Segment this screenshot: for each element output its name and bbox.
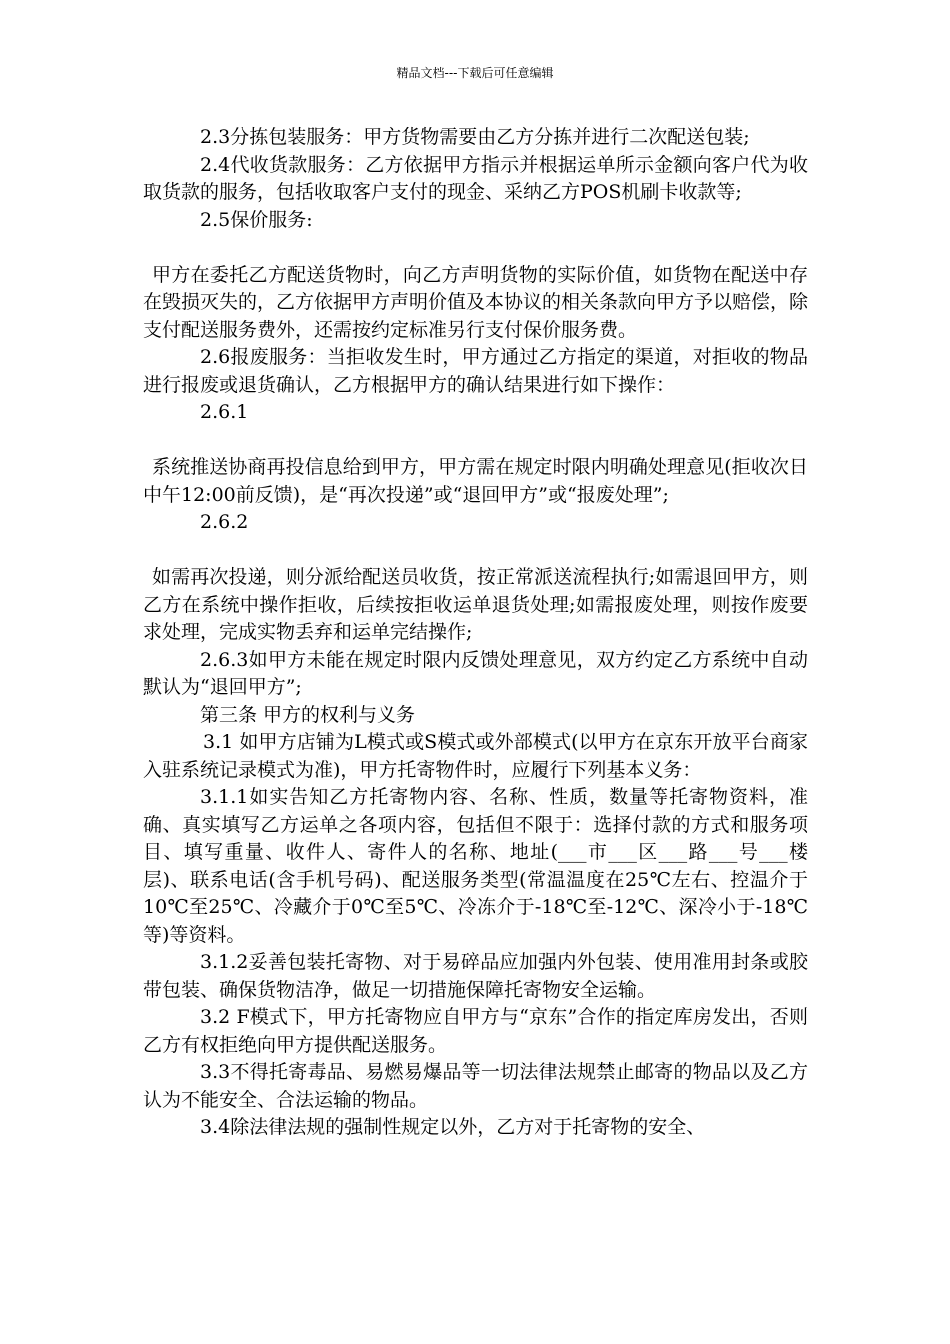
paragraph-2-6-1-body: 系统推送协商再投信息给到甲方，甲方需在规定时限内明确处理意见(拒收次日中午12:00前反馈)，是“再次投递”或“退回甲方”或“报废处理”; xyxy=(143,456,808,506)
paragraph-2-6-1-heading: 2.6.1 xyxy=(200,401,249,423)
paragraph-insured-value: 甲方在委托乙方配送货物时，向乙方声明货物的实际价值，如货物在配送中存在毁损灭失的，乙方依据甲方声明价值及本协议的相关条款向甲方予以赔偿，除支付配送服务费外，还需按约定标准另行支付保价服务费。 xyxy=(143,263,809,341)
page-header: 精品文档---下载后可任意编辑 xyxy=(396,66,554,80)
paragraph-2-6-2-body: 如需再次投递，则分派给配送员收货，按正常派送流程执行;如需退回甲方，则乙方在系统中操作拒收，后续按拒收运单退货处理;如需报废处理，则按作废要求处理，完成实物丢弃和运单完结操作; xyxy=(143,566,808,643)
document-body xyxy=(143,124,808,1142)
paragraph-2-5: 2.5保价服务: xyxy=(200,208,313,231)
paragraph-2-6: 2.6报废服务：当拒收发生时，甲方通过乙方指定的渠道，对拒收的物品进行报废或退货确认，乙方根据甲方的确认结果进行如下操作： xyxy=(143,346,808,396)
paragraph-2-6-2-heading: 2.6.2 xyxy=(200,511,249,533)
paragraph-2-4: 2.4代收货款服务：乙方依据甲方指示并根据运单所示金额向客户代为收取货款的服务，包括收取客户支付的现金、采纳乙方POS机刷卡收款等; xyxy=(143,153,808,203)
paragraph-3-2: 3.2 F模式下，甲方托寄物应自甲方与“京东”合作的指定库房发出，否则乙方有权拒绝向甲方提供配送服务。 xyxy=(143,1006,808,1056)
paragraph-3-1: 3.1 如甲方店铺为L模式或S模式或外部模式(以甲方在京东开放平台商家入驻系统记录模式为准)，甲方托寄物件时，应履行下列基本义务： xyxy=(143,731,808,781)
paragraph-3-4: 3.4除法律法规的强制性规定以外，乙方对于托寄物的安全、 xyxy=(200,1116,706,1138)
paragraph-3-1-2: 3.1.2妥善包装托寄物、对于易碎品应加强内外包装、使用准用封条或胶带包装、确保货物洁净，做足一切措施保障托寄物安全运输。 xyxy=(143,951,808,1001)
paragraph-3-1-1: 3.1.1如实告知乙方托寄物内容、名称、性质，数量等托寄物资料，准确、真实填写乙方运单之各项内容，包括但不限于：选择付款的方式和服务项目、填写重量、收件人、寄件人的名称、地址(___市___区___路___号___楼层)、联系电话(含手机号码)、配送服务类型(常温温度在25℃左右、控温介于10℃至25℃、冷藏介于0℃至5℃、冷冻介于-18℃至-12℃、深冷小于-18℃等)等资料。 xyxy=(143,786,808,946)
paragraph-3-3: 3.3不得托寄毒品、易燃易爆品等一切法律法规禁止邮寄的物品以及乙方认为不能安全、合法运输的物品。 xyxy=(143,1061,808,1111)
paragraph-2-6-3: 2.6.3如甲方未能在规定时限内反馈处理意见，双方约定乙方系统中自动默认为“退回甲方”; xyxy=(143,648,808,698)
paragraph-2-3: 2.3分拣包装服务：甲方货物需要由乙方分拣并进行二次配送包装; xyxy=(200,126,750,148)
article-3-title: 第三条 甲方的权利与义务 xyxy=(200,703,416,726)
